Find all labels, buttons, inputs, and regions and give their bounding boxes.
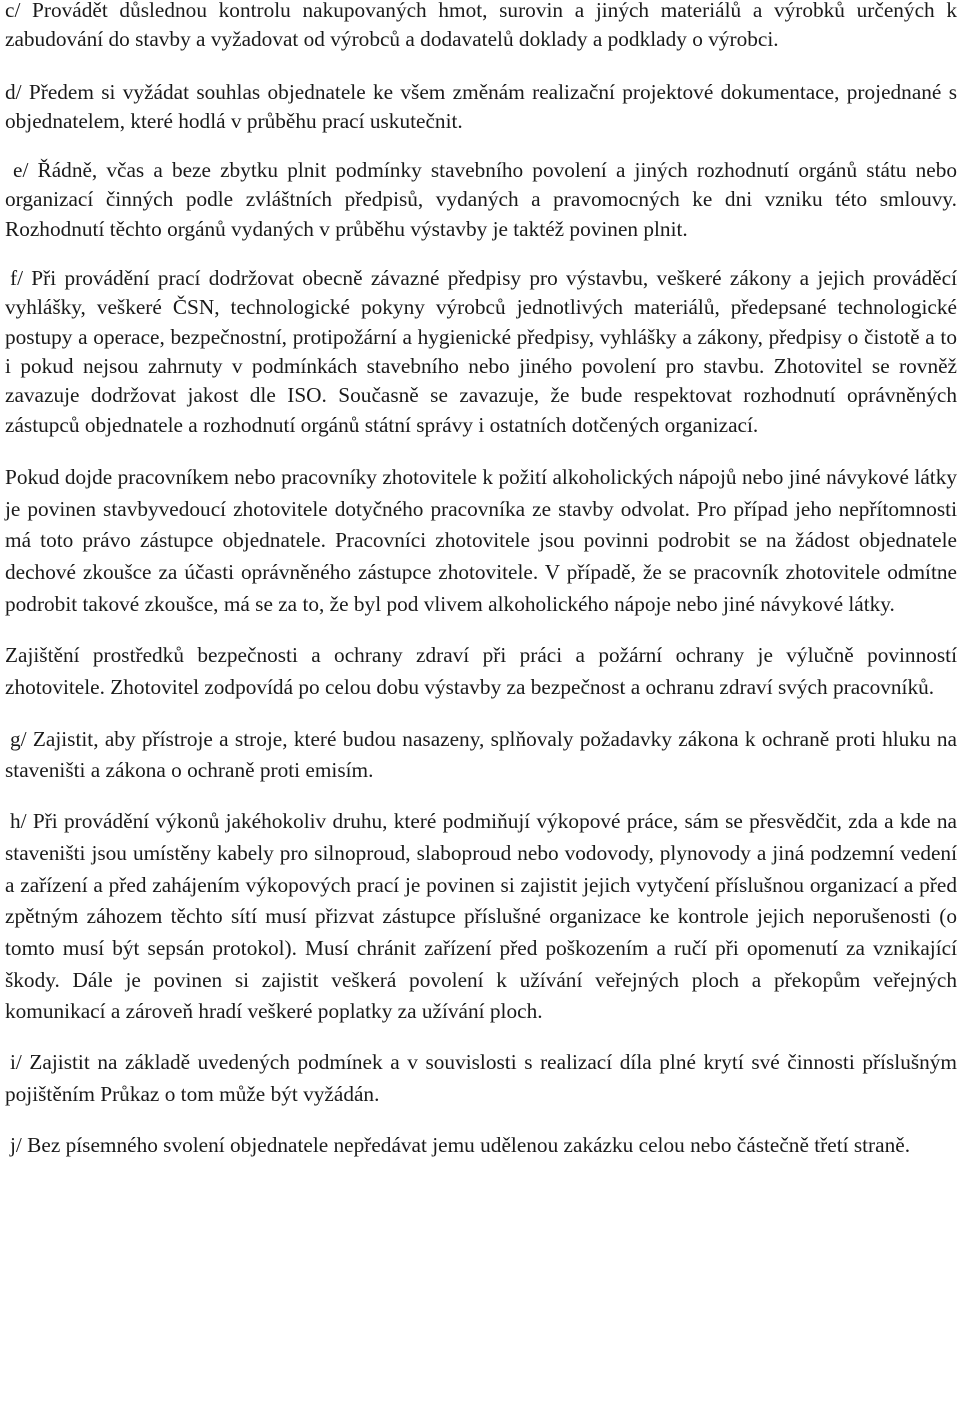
document-page <box>5 0 957 1161</box>
paragraph-f: f/ Při provádění prací dodržovat obecně závazné předpisy pro výstavbu, veškeré zákony a jejich prováděcí vyhlášky, veškeré ČSN, technologické pokyny výrobců jednotlivých materiálů, předepsané technologické postupy a operace, bezpečnostní, protipožární a hygienické předpisy, vyhlášky a zákony, předpisy o čistotě a to i pokud nejsou zahrnuty v podmínkách stavebního nebo jiného povolení pro stavbu. Zhotovitel se rovněž zavazuje dodržovat jakost dle ISO. Současně se zavazuje, že bude respektovat rozhodnutí oprávněných zástupců objednatele a rozhodnutí orgánů státní správy i ostatních dotčených organizací. <box>5 266 957 437</box>
paragraph-d: d/ Předem si vyžádat souhlas objednatele ke všem změnám realizační projektové dokumentace, projednané s objednatelem, které hodlá v průběhu prací uskutečnit. <box>5 79 957 133</box>
paragraph-safety: Zajištění prostředků bezpečnosti a ochrany zdraví při práci a požární ochrany je výlučně povinností zhotovitele. Zhotovitel zodpovídá po celou dobu výstavby za bezpečnost a ochranu zdraví svých pracovníků. <box>5 643 957 700</box>
paragraph-i: i/ Zajistit na základě uvedených podmínek a v souvislosti s realizací díla plné krytí své činnosti příslušným pojištěním Průkaz o tom může být vyžádán. <box>5 1050 957 1106</box>
paragraph-h: h/ Při provádění výkonů jakéhokoliv druhu, které podmiňují výkopové práce, sám se přesvědčit, zda a kde na staveništi jsou umístěny kabely pro silnoproud, slaboproud nebo vodovody, plynovody a jiná podzemní vedení a zařízení a před zahájením výkopových prací je povinen si zajistit jejich vytyčení příslušnou organizací a před zpětným záhozem těchto sítí musí přizvat zástupce příslušné organizace ke kontrole jejich neporušenosti (o tomto musí být sepsán protokol). Musí chránit zařízení před poškozením a ručí při opomenutí za vznikající škody. Dále je povinen si zajistit veškerá povolení k užívání veřejných ploch a překopům veřejných komunikací a zároveň hradí veškeré poplatky za užívání ploch. <box>5 809 957 1024</box>
paragraph-j: j/ Bez písemného svolení objednatele nepředávat jemu udělenou zakázku celou nebo částečně třetí straně. <box>10 1132 911 1157</box>
paragraph-e: e/ Řádně, včas a beze zbytku plnit podmínky stavebního povolení a jiných rozhodnutí orgánů státu nebo organizací činných podle zvláštních předpisů, vydaných a pravomocných ke dni vzniku této smlouvy. Rozhodnutí těchto orgánů vydaných v průběhu výstavby je taktéž povinen plnit. <box>5 158 957 241</box>
paragraph-g: g/ Zajistit, aby přístroje a stroje, které budou nasazeny, splňovaly požadavky zákona k ochraně proti hluku na staveništi a zákona o ochraně proti emisím. <box>5 726 957 783</box>
paragraph-c: c/ Provádět důslednou kontrolu nakupovaných hmot, surovin a jiných materiálů a výrobků určených k zabudování do stavby a vyžadovat od výrobců a dodavatelů doklady a podklady o výrobci. <box>5 0 957 52</box>
paragraph-alcohol: Pokud dojde pracovníkem nebo pracovníky zhotovitele k požití alkoholických nápojů nebo jiné návykové látky je povinen stavbyvedoucí zhotovitele dotyčného pracovníka ze stavby odvolat. Pro případ jeho nepřítomnosti má toto právo zástupce objednatele. Pracovníci zhotovitele jsou povinni podrobit se na žádost objednatele dechové zkoušce za účasti oprávněného zástupce zhotovitele. V případě, že se pracovník zhotovitele odmítne podrobit takové zkoušce, má se za to, že byl pod vlivem alkoholického nápoje nebo jiné návykové látky. <box>5 464 957 616</box>
